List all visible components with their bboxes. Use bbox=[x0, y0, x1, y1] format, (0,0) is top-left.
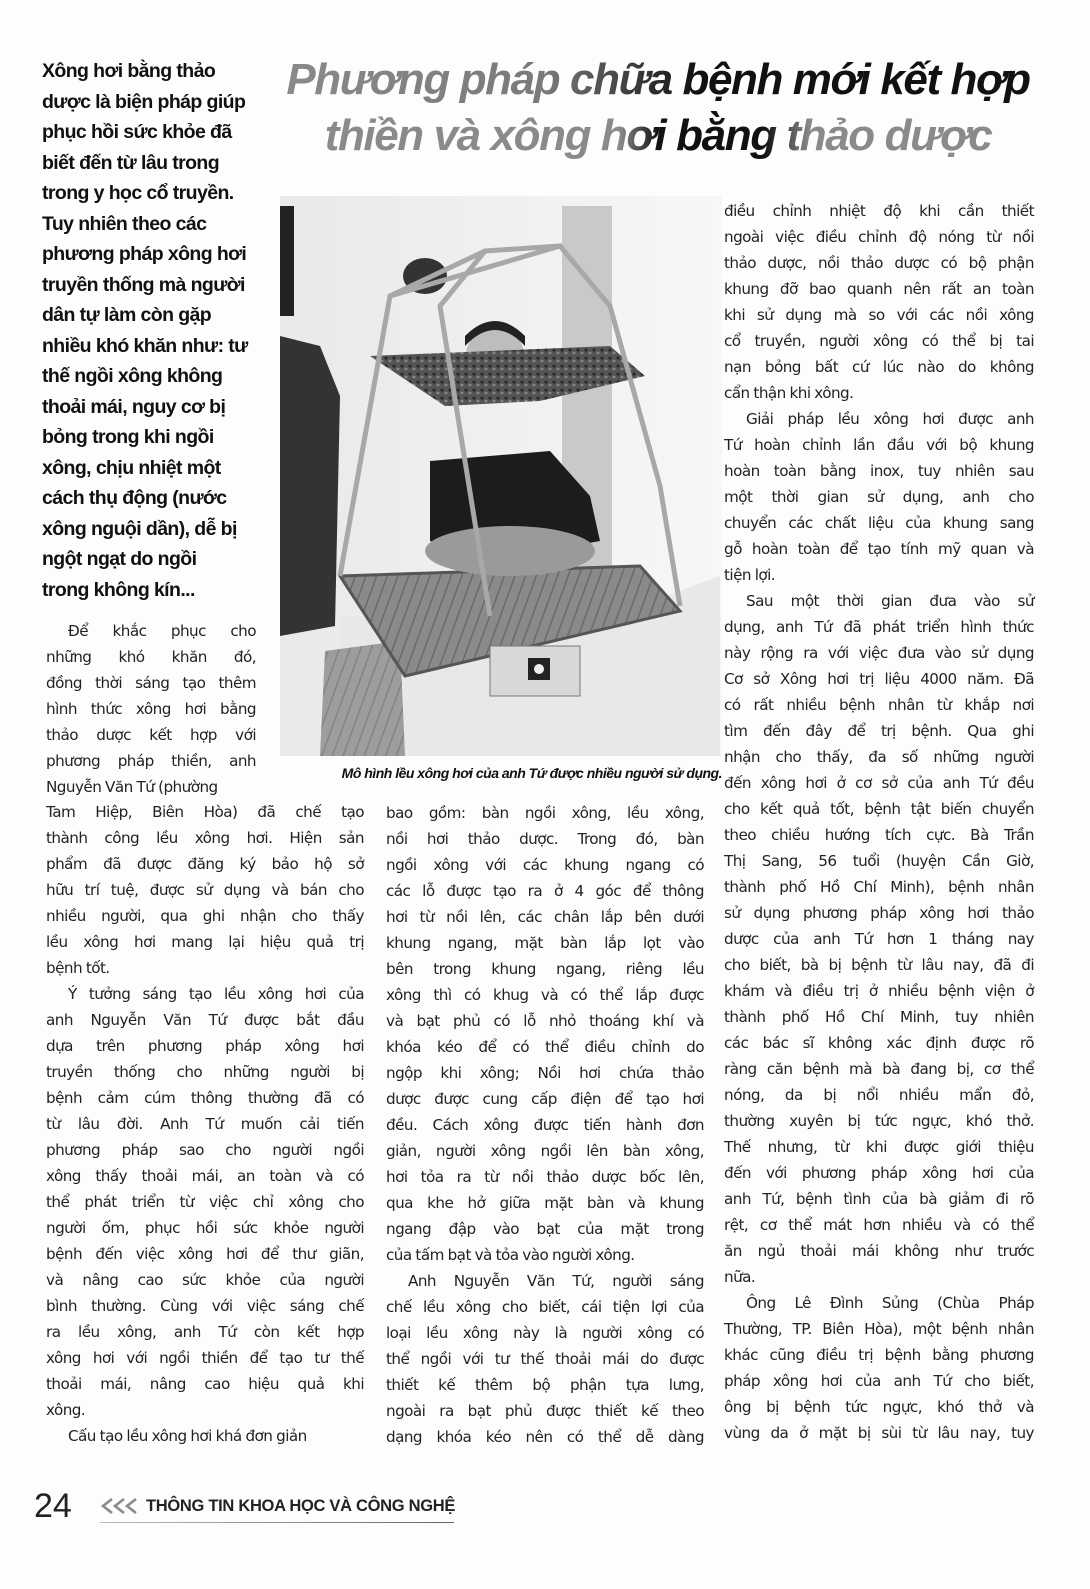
text-line: trong y học cổ truyền. bbox=[42, 182, 234, 204]
text-line: hoàn toàn bằng inox, tuy nhiên sau bbox=[724, 462, 1034, 480]
text-line: pháp xông hơi của anh Tứ cho biết, bbox=[724, 1372, 1034, 1390]
triple-chevron-left-icon bbox=[100, 1497, 142, 1515]
text-line: anh Tứ, bệnh tình của bà giảm đi rõ bbox=[724, 1190, 1034, 1208]
text-line: chế lều xông cho biết, cái tiện lợi của bbox=[386, 1298, 704, 1316]
text-line: Tuy nhiên theo các bbox=[42, 212, 207, 235]
text-line: hơi từ nồi lên, các chân lắp bên dưới bbox=[386, 908, 704, 926]
text-line: Cấu tạo lều xông hơi khá đơn giản bbox=[68, 1427, 307, 1445]
text-line: phương pháp thiền, anh bbox=[46, 752, 256, 770]
text-line: Xông hơi bằng thảo bbox=[42, 60, 216, 82]
text-line: các bác sĩ không xác định được rõ bbox=[724, 1034, 1034, 1052]
text-line: thoải mái, nguy cơ bị bbox=[42, 395, 226, 418]
text-line: Tam Hiệp, Biên Hòa) đã chế tạo bbox=[46, 803, 364, 821]
text-line: nhiều người, qua ghi nhận cho thấy bbox=[46, 907, 364, 925]
article-title bbox=[278, 52, 1038, 164]
text-line: các lỗ được tạo ra ở 4 góc để thông bbox=[386, 882, 704, 900]
text-line: thành phố Hồ Chí Minh), bệnh nhân bbox=[724, 878, 1034, 896]
photo-steam-tent-illustration bbox=[280, 196, 722, 756]
text-line: bình thường. Cùng với việc sáng chế bbox=[46, 1297, 364, 1315]
text-line: thành công lều xông hơi. Hiện sản bbox=[46, 829, 364, 847]
text-line: sử dụng phương pháp xông hơi thảo bbox=[724, 904, 1034, 922]
page-footer bbox=[34, 1486, 474, 1526]
text-line: phẩm đã được đăng ký bảo hộ sở bbox=[46, 855, 364, 873]
text-line: thế ngồi xông không bbox=[42, 365, 223, 387]
text-line: dược được cung cấp điện để tạo hơi bbox=[386, 1090, 704, 1108]
text-line: Ý tưởng sáng tạo lều xông hơi của bbox=[68, 985, 364, 1003]
text-line: dụng, anh Tứ đã phát triển hình thức bbox=[724, 618, 1034, 636]
text-line: đồng thời sáng tạo thêm bbox=[46, 674, 256, 692]
page-number: 24 bbox=[34, 1487, 72, 1525]
text-line: truyền thống cho những người bị bbox=[46, 1063, 364, 1081]
text-line: qua khe hở giữa mặt bàn và khung bbox=[386, 1194, 704, 1212]
text-line: có rất nhiều bệnh nhân từ khắp nơi bbox=[724, 696, 1034, 714]
text-line: chuyển các chất liệu của khung sang bbox=[724, 514, 1034, 532]
text-line: Tứ hoàn chỉnh lần đầu với bộ khung bbox=[724, 436, 1034, 454]
title-line-1: Phương pháp chữa bệnh mới kết hợp bbox=[278, 52, 1038, 108]
text-line: hình thức xông hơi bằng bbox=[46, 700, 256, 718]
text-line: một thời gian sử dụng, anh cho bbox=[724, 488, 1034, 506]
text-line: bệnh đến việc xông hơi để thư giãn, bbox=[46, 1245, 364, 1263]
column-1-top bbox=[46, 618, 256, 800]
text-line: nóng, da bị nổi nhiều mẩn đỏ, bbox=[724, 1086, 1034, 1104]
text-line: xông. bbox=[46, 1401, 86, 1419]
text-line: nạn bỏng bất cứ lúc nào do không bbox=[724, 358, 1034, 376]
text-line: hơi tỏa ra từ nồi thảo dược bốc lên, bbox=[386, 1168, 704, 1186]
text-line: cách thụ động (nước bbox=[42, 487, 227, 509]
text-line: của tấm bạt và tỏa vào người xông. bbox=[386, 1246, 635, 1264]
column-3 bbox=[724, 198, 1034, 1446]
text-line: thể ngồi với tư thế thoải mái do được bbox=[386, 1350, 704, 1368]
text-line: hữu trí tuệ, được sử dụng và bán cho bbox=[46, 881, 364, 899]
title-line-2: thiền và xông hơi bằng thảo dược bbox=[278, 108, 1038, 164]
footer-divider bbox=[100, 1522, 454, 1523]
text-line: cẩn thận khi xông. bbox=[724, 384, 854, 402]
text-line: gỗ hoàn toàn để tạo tính mỹ quan và bbox=[724, 540, 1034, 558]
text-line: khung ngang, mặt bàn lắp lọt vào bbox=[386, 934, 704, 952]
text-line: ngoài việc điều chỉnh độ nóng từ nồi bbox=[724, 228, 1034, 246]
text-line: dược của anh Tứ hơn 1 tháng nay bbox=[724, 930, 1034, 948]
text-line: khóa kéo để có thể điều chỉnh do bbox=[386, 1038, 704, 1056]
text-line: Thế nhưng, từ khi được giới thiệu bbox=[724, 1138, 1034, 1156]
text-line: bệnh tốt. bbox=[46, 959, 110, 977]
text-line: phương pháp sao cho người ngồi bbox=[46, 1141, 364, 1159]
text-line: người ốm, phục hồi sức khỏe người bbox=[46, 1219, 364, 1237]
text-line: anh Nguyễn Văn Tứ được bắt đầu bbox=[46, 1011, 364, 1029]
text-line: đến với phương pháp xông hơi của bbox=[724, 1164, 1034, 1182]
column-1 bbox=[46, 799, 364, 1449]
text-line: dân tự làm còn gặp bbox=[42, 304, 212, 326]
text-line: dược là biện pháp giúp bbox=[42, 90, 246, 113]
text-line: tìm đến đây để trị bệnh. Qua ghi bbox=[724, 722, 1034, 740]
text-line: cho biết, bà bị bệnh từ lâu nay, đã đi bbox=[724, 956, 1034, 974]
text-line: khi sử dụng mà so với các nồi xông bbox=[724, 306, 1034, 324]
text-line: cổ truyền, người xông có thể bị tai bbox=[724, 332, 1034, 350]
article-intro bbox=[42, 56, 264, 605]
text-line: thiết kế thêm bộ phận tựa lưng, bbox=[386, 1376, 704, 1394]
text-line: rệt, cơ thể mát hơn nhiều và có thể bbox=[724, 1216, 1034, 1234]
text-line: ra lều xông, anh Tứ còn kết hợp bbox=[46, 1323, 364, 1341]
text-line: truyền thống mà người bbox=[42, 273, 245, 296]
column-2 bbox=[386, 800, 704, 1450]
text-line: khác cũng điều trị bệnh bằng phương bbox=[724, 1346, 1034, 1364]
photo-seated-person-legs bbox=[425, 526, 595, 576]
text-line: Giải pháp lều xông hơi được anh bbox=[746, 410, 1034, 428]
text-line: ngồi xông với các khung ngang có bbox=[386, 856, 704, 874]
text-line: nhiều khó khăn như: tư bbox=[42, 334, 248, 357]
text-line: thoải mái, nâng cao hiệu quả khi bbox=[46, 1375, 364, 1393]
text-line: bao gồm: bàn ngồi xông, lều xông, bbox=[386, 804, 704, 822]
magazine-name: THÔNG TIN KHOA HỌC VÀ CÔNG NGHỆ bbox=[146, 1497, 456, 1515]
text-line: ăn ngủ thoải mái không như trước bbox=[724, 1242, 1034, 1260]
text-line: Thường, TP. Biên Hòa), một bệnh nhân bbox=[724, 1320, 1034, 1338]
text-line: nhận cho thấy, đa số những người bbox=[724, 748, 1034, 766]
text-line: Anh Nguyễn Văn Tứ, người sáng bbox=[408, 1272, 704, 1290]
text-line: phương pháp xông hơi bbox=[42, 243, 247, 265]
text-line: tiện lợi. bbox=[724, 566, 776, 584]
text-line: thảo dược, nồi thảo dược có bộ phận bbox=[724, 254, 1034, 272]
text-line: thảo dược kết hợp với bbox=[46, 726, 256, 744]
text-line: biết đến từ lâu trong bbox=[42, 151, 220, 174]
text-line: vùng da ở mặt bị sùi từ lâu nay, tuy bbox=[724, 1424, 1034, 1442]
text-line: xông hơi với ngồi thiền để tạo tư thế bbox=[46, 1349, 364, 1367]
photo-caption: Mô hình lều xông hơi của anh Tứ được nhiều người sử dụng. bbox=[341, 765, 722, 781]
photo-person-standing bbox=[280, 336, 340, 636]
text-line: khung đỡ bao quanh nên rất an toàn bbox=[724, 280, 1034, 298]
text-line: Thị Sang, 56 tuổi (huyện Cần Giờ, bbox=[724, 852, 1034, 870]
text-line: thể phát triển từ việc chỉ xông cho bbox=[46, 1193, 364, 1211]
text-line: phục hồi sức khỏe đã bbox=[42, 121, 232, 143]
text-line: thường xuyên bị tức ngực, khó thở. bbox=[724, 1112, 1034, 1130]
text-line: lều xông hơi mang lại hiệu quả trị bbox=[46, 933, 364, 951]
text-line: khám và điều trị ở nhiều bệnh viện ở bbox=[724, 982, 1034, 1000]
text-line: từ lâu đời. Anh Tứ muốn cải tiến bbox=[46, 1115, 364, 1133]
text-line: xông nguội dần), dễ bị bbox=[42, 517, 237, 540]
text-line: cho kết quả tốt, bệnh tật biến chuyển bbox=[724, 800, 1034, 818]
text-line: ngộp khi xông; Nồi hơi chứa thảo bbox=[386, 1064, 704, 1082]
text-line: Cơ sở Xông hơi trị liệu 4000 năm. Đã bbox=[724, 670, 1034, 688]
text-line: thành phố Hồ Chí Minh, tuy nhiên bbox=[724, 1008, 1034, 1026]
text-line: dựa trên phương pháp xông hơi bbox=[46, 1037, 364, 1055]
text-line: theo chiều hướng tích cực. Bà Trần bbox=[724, 826, 1034, 844]
text-line: xông thì có khug và có thể lắp được bbox=[386, 986, 704, 1004]
text-line: nồi hơi thảo dược. Trong đó, bàn bbox=[386, 830, 704, 848]
text-line: giản, người xông ngồi lên bàn xông, bbox=[386, 1142, 704, 1160]
text-line: ràng căn bệnh mà bà đang bị, cơ thể bbox=[724, 1060, 1034, 1078]
text-line: điều chỉnh nhiệt độ khi cần thiết bbox=[724, 202, 1034, 220]
text-line: ngoài ra bạt phủ được thiết kế theo bbox=[386, 1402, 704, 1420]
text-line: Để khắc phục cho bbox=[68, 622, 256, 640]
text-line: Sau một thời gian đưa vào sử bbox=[746, 592, 1034, 610]
text-line: và nâng cao sức khỏe của người bbox=[46, 1271, 364, 1289]
text-line: bên trong khung ngang, riêng lều bbox=[386, 960, 704, 978]
text-line: bỏng trong khi ngồi bbox=[42, 426, 214, 448]
text-line: bệnh cảm cúm thông thường đã có bbox=[46, 1089, 364, 1107]
text-line: ngột ngạt do ngồi bbox=[42, 548, 197, 570]
text-line: những khó khăn đó, bbox=[46, 648, 256, 666]
article-photo bbox=[280, 196, 722, 756]
photo-door-edge bbox=[280, 206, 294, 316]
text-line: loại lều xông này là người xông có bbox=[386, 1324, 704, 1342]
text-line: Ông Lê Đình Sủng (Chùa Pháp bbox=[746, 1294, 1034, 1312]
text-line: ngang đập vào bạt của mặt trong bbox=[386, 1220, 704, 1238]
text-line: dạng khóa kéo nên có thể dễ dàng bbox=[386, 1428, 704, 1446]
text-line: xông, chịu nhiệt một bbox=[42, 456, 221, 479]
text-line: trong không kín... bbox=[42, 578, 195, 601]
text-line: ông bị bệnh tức ngực, khó thở và bbox=[724, 1398, 1034, 1416]
text-line: Nguyễn Văn Tứ (phường bbox=[46, 778, 218, 796]
text-line: này rộng ra với việc đưa vào sử dụng bbox=[724, 644, 1034, 662]
text-line: và bạt phủ có lỗ nhỏ thoáng khí và bbox=[386, 1012, 704, 1030]
text-line: nữa. bbox=[724, 1268, 756, 1286]
text-line: đều. Cách xông được tiến hành đơn bbox=[386, 1116, 704, 1134]
text-line: xông thấy thoải mái, an toàn và có bbox=[46, 1167, 364, 1185]
text-line: đến xông hơi ở cơ sở của anh Tứ đều bbox=[724, 774, 1034, 792]
